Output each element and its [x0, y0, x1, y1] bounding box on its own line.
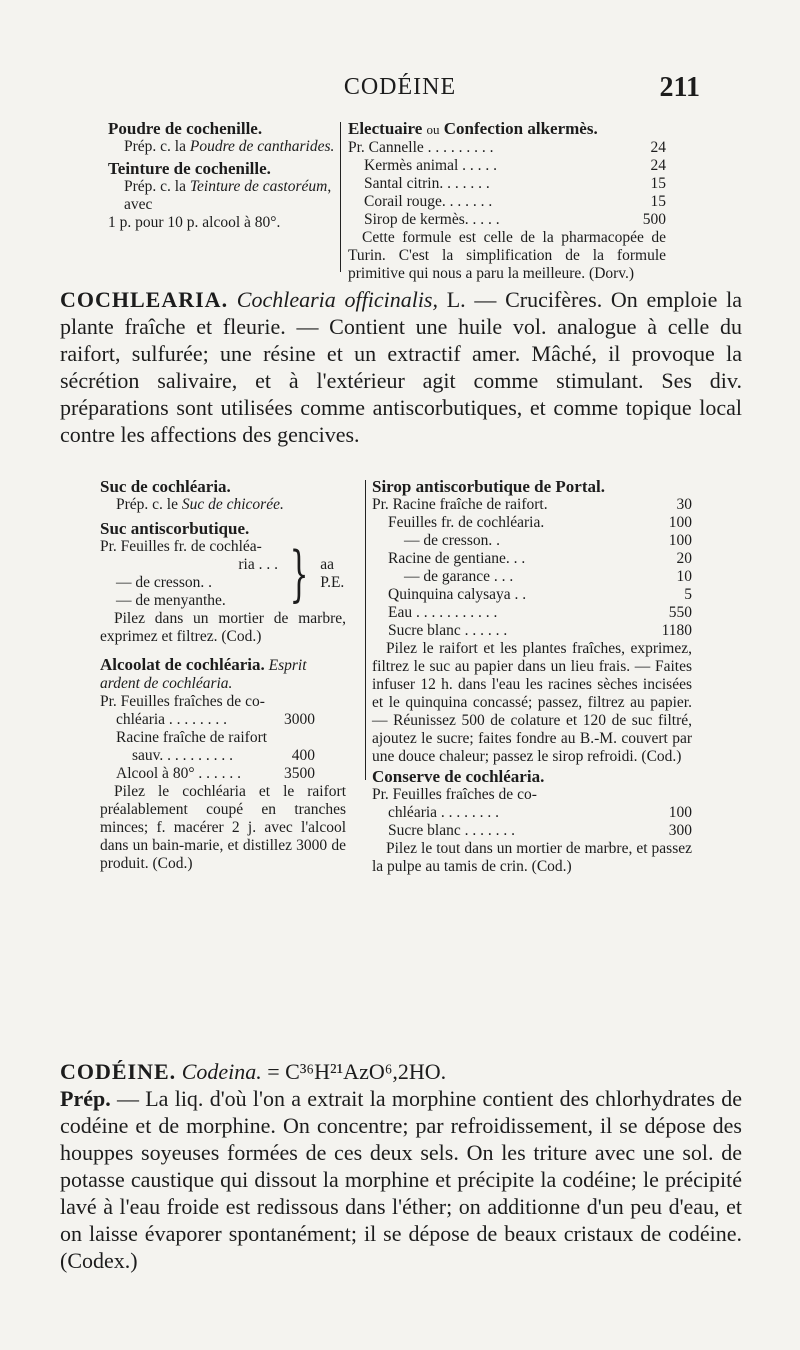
sirop-item: Sucre blanc . . . . . . 1180 — [388, 622, 692, 639]
sirop-title: Sirop antiscorbutique de Portal. — [372, 477, 605, 496]
alcoolat-item: Alcool à 80° . . . . . . 3500 — [116, 765, 315, 782]
suc-title: Suc de cochléaria. — [100, 477, 231, 496]
top-left-column — [108, 120, 338, 232]
conserve-item: Pr. Feuilles fraîches de co- — [372, 786, 537, 803]
teinture-text: Prép. c. la Teinture de castoréum, avec — [124, 178, 332, 213]
suc-anti-line: — de cresson. . — [116, 574, 212, 591]
suc-anti-line: ria . . . — [238, 556, 278, 573]
sirop-item: Pr. Racine fraîche de raifort. 30 — [372, 496, 692, 513]
conserve-item: Sucre blanc . . . . . . . 300 — [388, 822, 692, 839]
conserve-item: chléaria . . . . . . . . 100 — [388, 804, 692, 821]
codeine-article — [60, 1058, 742, 1274]
cochlearia-body: On emploie la plante fraîche et fleurie. — Contient une huile vol. analogue à celle du raifort, sulfurée; une résine et un extractif amer. Mâché, il provoque la sécrétion salivaire, et à l'extérieur agit comme stimulant. Ses div. préparations sont utilisées comme antiscorbutiques, et comme topique local contre les affections des gencives. — [60, 287, 742, 447]
codeine-head: CODÉINE. — [60, 1059, 177, 1084]
cochlearia-head: COCHLEARIA. — [60, 287, 229, 312]
electuaire-item: Pr. Cannelle . . . . . . . . . 24 — [348, 139, 666, 156]
electuaire-title: Electuaire ou Confection alkermès. — [348, 119, 598, 138]
electuaire-note: Cette formule est celle de la pharmacopée de Turin. C'est la simplification de la formule primitive qui nous a paru la meilleure. (Dorv.) — [348, 229, 666, 282]
mid-right-column — [372, 478, 692, 876]
sirop-after: Pilez le raifort et les plantes fraîches, exprimez, filtrez le suc au papier dans un lieu frais. — Faites infuser 12 h. dans l'eau les racines sèches incisées et le quinquina concassé; passez, filtrez au papier. — Réunissez 500 de colature et 120 de suc filtré, ajoutez le sucre; faites fondre au B.-M. couvert par une douce chaleur; passez le sirop refroidi. (Cod.) — [372, 640, 692, 765]
alcoolat-item: sauv. . . . . . . . . . 400 — [132, 747, 315, 764]
running-head — [0, 72, 800, 112]
sirop-item: Quinquina calysaya . . 5 — [388, 586, 692, 603]
teinture-text-2: 1 p. pour 10 p. alcool à 80°. — [108, 214, 281, 231]
alcoolat-item: Racine fraîche de raifort — [116, 729, 268, 746]
sirop-item: Eau . . . . . . . . . . . 550 — [388, 604, 692, 621]
running-title: CODÉINE — [343, 74, 457, 100]
sirop-item: Feuilles fr. de cochléaria. 100 — [388, 514, 692, 531]
mid-left-column — [100, 478, 346, 873]
teinture-title: Teinture de cochenille. — [108, 159, 271, 178]
sirop-item: — de cresson. . 100 — [404, 532, 692, 549]
codeine-body: — La liq. d'où l'on a extrait la morphine contient des chlorhydrates de codéine et de morphine. On concentre; par refroidissement, il se dépose des houppes soyeuses formées de ces deux sels. On les triture avec une sol. de potasse caustique qui dissout la morphine et précipite la codéine; le précipité lavé à l'eau froide est redissous dans l'éther; on additionne d'un peu d'eau, et on laisse évaporer spontanément; il se dépose de beaux cristaux de codéine. (Codex.) — [60, 1086, 742, 1273]
poudre-title: Poudre de cochenille. — [108, 119, 263, 138]
top-right-column — [348, 120, 666, 283]
alcoolat-item: Pr. Feuilles fraîches de co- — [100, 693, 265, 710]
cochlearia-article — [60, 286, 742, 448]
electuaire-item: Corail rouge. . . . . . . 15 — [364, 193, 666, 210]
alcoolat-title: Alcoolat de cochléaria. Esprit ardent de cochléaria. — [100, 655, 307, 692]
page-number: 211 — [659, 72, 700, 103]
electuaire-list — [348, 139, 666, 229]
suc-anti-line: Pr. Feuilles fr. de cochléa- — [100, 538, 262, 555]
suc-anti-after: Pilez dans un mortier de marbre, exprimez et filtrez. (Cod.) — [100, 610, 346, 645]
cochlearia-latin: Cochlearia officinalis, — [228, 287, 438, 312]
sirop-list — [372, 496, 692, 640]
conserve-list — [372, 786, 692, 840]
alcoolat-list — [100, 693, 315, 783]
electuaire-item: Santal citrin. . . . . . . 15 — [364, 175, 666, 192]
suc-anti-recipe — [100, 538, 346, 610]
electuaire-item: Kermès animal . . . . . 24 — [364, 157, 666, 174]
conserve-after: Pilez le tout dans un mortier de marbre, et passez la pulpe au tamis de crin. (Cod.) — [372, 840, 692, 875]
conserve-title: Conserve de cochléaria. — [372, 767, 545, 786]
electuaire-item: Sirop de kermès. . . . . 500 — [364, 211, 666, 228]
poudre-text: Prép. c. la Poudre de cantharides. — [124, 138, 335, 155]
suc-text: Prép. c. le Suc de chicorée. — [116, 496, 284, 513]
alcoolat-after: Pilez le cochléaria et le raifort préalablement coupé en tranches minces; f. macérer 2 j. avec l'alcool dans un bain-marie, et distillez 3000 de produit. (Cod.) — [100, 783, 346, 872]
codeine-latin: Codeina. — [176, 1059, 262, 1084]
sirop-item: Racine de gentiane. . . 20 — [388, 550, 692, 567]
suc-anti-qty: P.E. — [320, 574, 345, 591]
brace-icon: } — [289, 539, 309, 609]
alcoolat-item: chléaria . . . . . . . . 3000 — [116, 711, 315, 728]
codeine-formula: = C³⁶H²¹AzO⁶,2HO. — [261, 1059, 447, 1084]
suc-anti-line: — de menyanthe. — [116, 592, 226, 609]
suc-anti-qty: aa — [320, 556, 334, 573]
sirop-item: — de garance . . . 10 — [404, 568, 692, 585]
cochlearia-family: L. — Crucifères. — [438, 287, 603, 312]
column-rule-top — [340, 122, 341, 272]
column-rule-mid — [365, 480, 366, 780]
codeine-prep-head: Prép. — [60, 1086, 111, 1111]
suc-anti-title: Suc antiscorbutique. — [100, 519, 250, 538]
